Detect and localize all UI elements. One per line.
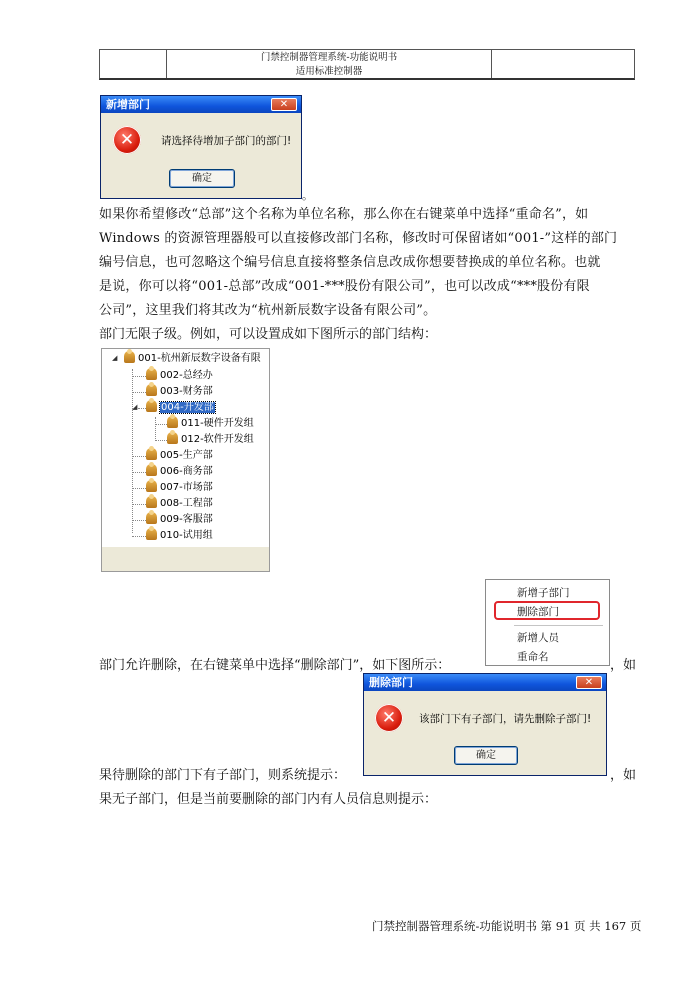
paragraph-has-children: 果待删除的部门下有子部门，则系统提示： (99, 768, 347, 783)
delete-department-dialog (363, 673, 607, 776)
tree-node-label: 008-工程部 (160, 498, 213, 509)
dialog-message: 请选择待增加子部门的部门! (161, 135, 292, 147)
tree-node[interactable] (146, 528, 213, 544)
page-footer: 门禁控制器管理系统-功能说明书 第 91 页 共 167 页 (372, 919, 642, 933)
department-icon (146, 448, 157, 460)
department-tree (101, 348, 270, 572)
dialog-title: 删除部门 (364, 674, 606, 691)
department-group-icon (124, 351, 135, 363)
tree-connector (132, 520, 146, 521)
dialog-title: 新增部门 (101, 96, 301, 113)
header-subtitle: 适用标准控制器 (295, 66, 363, 77)
context-menu (485, 579, 610, 666)
tree-node[interactable] (146, 480, 213, 496)
tree-node-label: 003-财务部 (160, 386, 213, 397)
tree-node[interactable] (146, 512, 213, 528)
menu-separator (514, 625, 603, 626)
tree-node[interactable] (146, 448, 213, 464)
text-line: 编号信息，也可忽略这个编号信息直接将整条信息改成你想要替换成的单位名称。也就 (99, 255, 601, 270)
error-icon: ✕ (375, 704, 403, 732)
highlight-frame (494, 601, 600, 620)
text-line: 是说，你可以将“001-总部”改成“001-***股份有限公司”，也可以改成“***股份有限 (99, 279, 590, 294)
tree-connector (132, 392, 146, 393)
tree-node[interactable] (146, 496, 213, 512)
tree-connector (132, 488, 146, 489)
menu-item-delete-department[interactable]: 删除部门 (517, 606, 559, 618)
tree-node-label: 011-硬件开发组 (181, 418, 254, 429)
tree-node-label: 002-总经办 (160, 370, 213, 381)
close-icon[interactable]: ✕ (576, 676, 602, 689)
tree-connector (155, 424, 167, 425)
department-icon (146, 496, 157, 508)
department-group-icon (146, 400, 157, 412)
tree-root-node[interactable] (124, 351, 261, 367)
tree-expander-icon[interactable]: ◢ (132, 403, 138, 411)
department-icon (146, 512, 157, 524)
menu-item-rename[interactable]: 重命名 (517, 651, 549, 663)
ok-button[interactable]: 确定 (169, 169, 235, 188)
department-icon (146, 384, 157, 396)
tree-node-label: 001-杭州新辰数字设备有限 (138, 353, 261, 364)
department-icon (146, 368, 157, 380)
menu-item-add-sub-department[interactable]: 新增子部门 (517, 587, 570, 599)
tree-empty-area (102, 547, 269, 571)
paragraph-has-children-tail: ，如 (610, 768, 637, 783)
tree-connector (155, 417, 156, 439)
menu-item-add-person[interactable]: 新增人员 (517, 632, 559, 644)
tree-connector (132, 456, 146, 457)
tree-node-label: 010-试用组 (160, 530, 213, 541)
tree-connector (155, 440, 167, 441)
tree-connector (132, 376, 146, 377)
header-left-cell (100, 50, 167, 78)
paragraph-delete-tail: ，如 (610, 658, 637, 673)
tree-node-label: 012-软件开发组 (181, 434, 254, 445)
tree-expander-icon[interactable]: ◢ (112, 354, 118, 362)
tree-node[interactable] (167, 416, 254, 432)
dialog-message: 该部门下有子部门，请先删除子部门! (419, 713, 592, 725)
department-icon (167, 432, 178, 444)
tree-node-selected[interactable] (146, 400, 215, 416)
tree-node-label: 006-商务部 (160, 466, 213, 477)
department-icon (146, 528, 157, 540)
tree-node-label: 009-客服部 (160, 514, 213, 525)
tree-connector (132, 369, 133, 533)
text-line: 如果你希望修改“总部”这个名称为单位名称，那么你在右键菜单中选择“重命名”，如 (99, 207, 589, 222)
tree-connector (132, 472, 146, 473)
header-right-cell (491, 50, 634, 78)
tree-node-label: 005-生产部 (160, 450, 213, 461)
department-icon (146, 464, 157, 476)
paragraph-no-children: 果无子部门，但是当前要删除的部门内有人员信息则提示： (99, 792, 438, 807)
paragraph-delete: 部门允许删除，在右键菜单中选择“删除部门”，如下图所示： (99, 658, 451, 673)
header-title: 门禁控制器管理系统-功能说明书 (260, 52, 398, 63)
tree-node[interactable] (146, 384, 213, 400)
tree-node[interactable] (146, 368, 213, 384)
department-icon (167, 416, 178, 428)
paragraph-unlimited-levels: 部门无限子级。例如，可以设置成如下图所示的部门结构： (99, 327, 438, 342)
trailing-mark: 。 (302, 189, 313, 202)
text-line: Windows 的资源管理器般可以直接修改部门名称，修改时可保留诸如“001-”这样的部门 (99, 231, 618, 246)
tree-node[interactable] (146, 464, 213, 480)
tree-connector (132, 536, 146, 537)
error-icon: ✕ (113, 126, 141, 154)
text-line: 公司”，这里我们将其改为“杭州新辰数字设备有限公司”。 (99, 303, 437, 318)
tree-connector (138, 408, 146, 409)
tree-connector (132, 504, 146, 505)
add-department-dialog (100, 95, 302, 199)
tree-node[interactable] (167, 432, 254, 448)
page-header (99, 49, 635, 80)
ok-button[interactable]: 确定 (454, 746, 518, 765)
department-icon (146, 480, 157, 492)
tree-node-label: 007-市场部 (160, 482, 213, 493)
tree-node-label: 004-开发部 (161, 402, 214, 413)
close-icon[interactable]: ✕ (271, 98, 297, 111)
